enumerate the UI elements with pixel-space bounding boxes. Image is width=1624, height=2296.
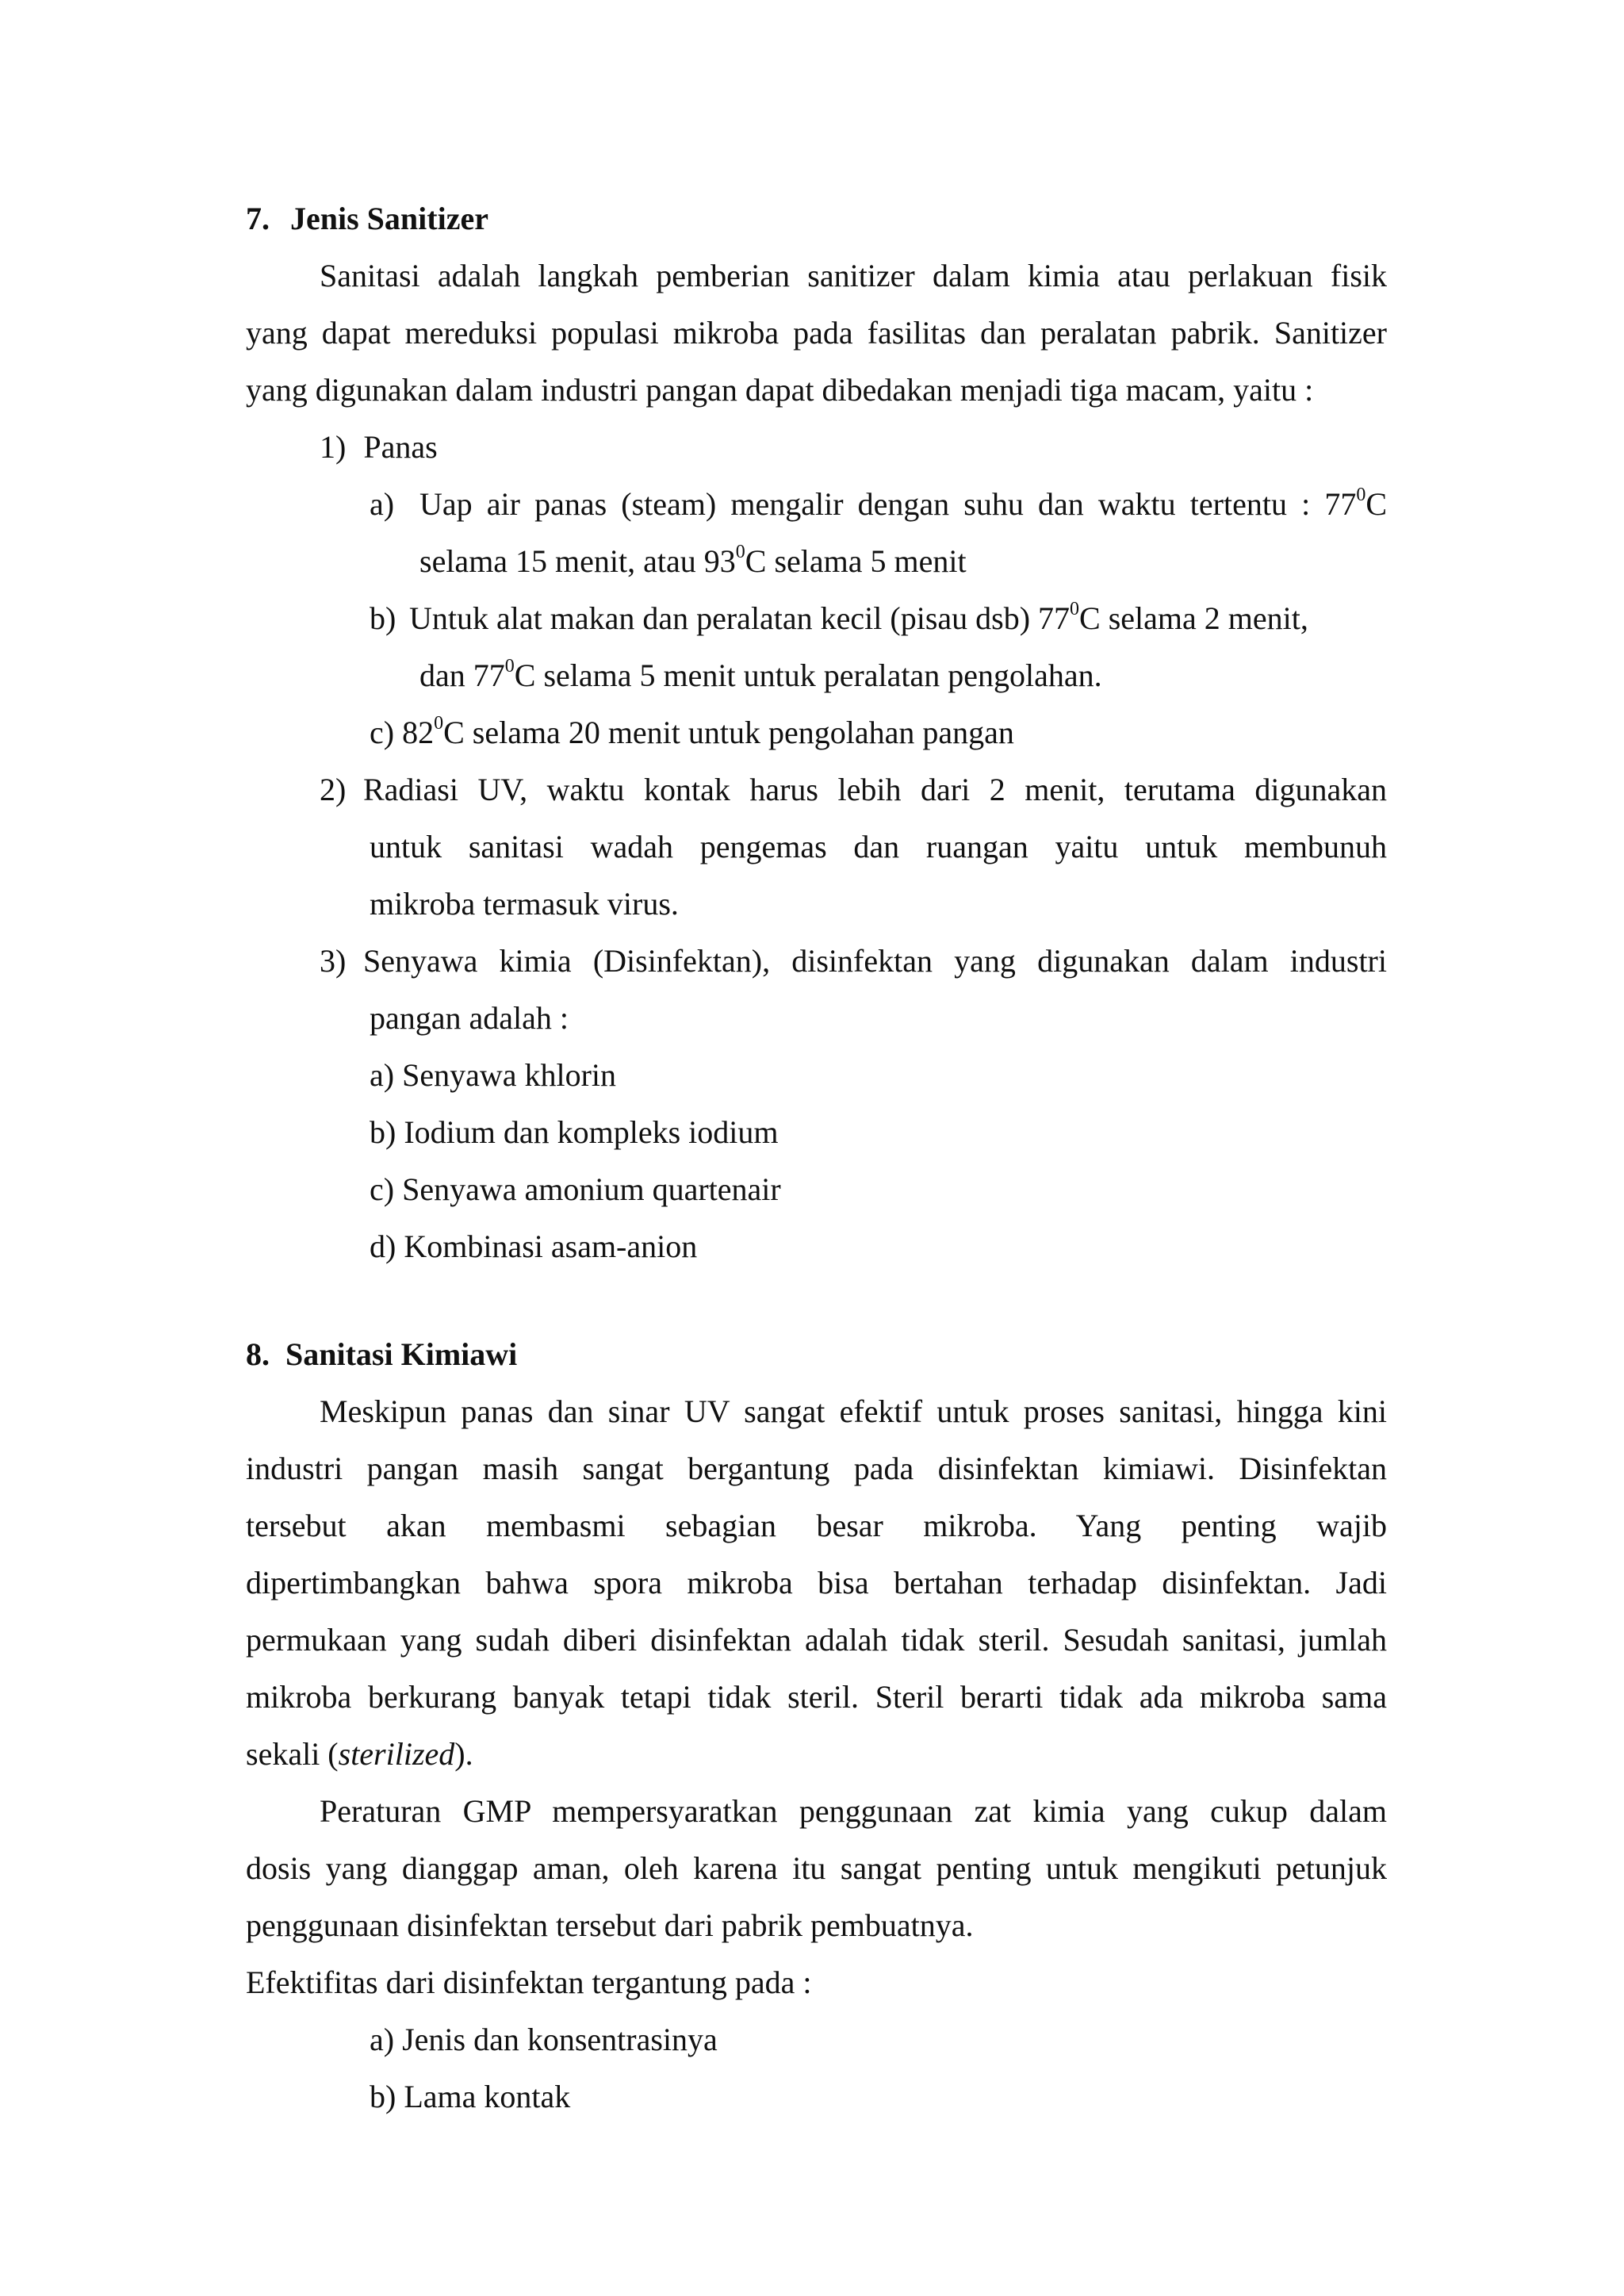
item-2-line-3: mikroba termasuk virus. <box>370 886 679 922</box>
item-1c-text: 82 <box>402 715 435 750</box>
section-8-para-1-line-7 <box>246 1734 473 1775</box>
section-8-para-2-line-2: dosis yang dianggap aman, oleh karena itu sangat penting untuk mengikuti petunjuk <box>246 1850 1387 1886</box>
degree-superscript: 0 <box>504 656 515 677</box>
sterilized-italic: sterilized <box>338 1736 455 1772</box>
section-8-para-1-line-2: industri pangan masih sangat bergantung pada disinfektan kimiawi. Disinfektan <box>246 1451 1387 1486</box>
item-2-line-2: untuk sanitasi wadah pengemas dan ruangan yaitu untuk membunuh <box>370 829 1387 864</box>
item-3-subitem-b: b) Iodium dan kompleks iodium <box>370 1114 779 1150</box>
section-8-para-1-line-5: permukaan yang sudah diberi disinfektan adalah tidak steril. Sesudah sanitasi, jumlah <box>246 1622 1387 1658</box>
item-1b-line-1 <box>409 598 1387 639</box>
section-8-para-2-line-1: Peraturan GMP mempersyaratkan penggunaan zat kimia yang cukup dalam <box>320 1793 1387 1829</box>
section-7-number: 7. <box>246 201 270 236</box>
item-1a-text: Uap air panas (steam) mengalir dengan suhu dan waktu tertentu : 77 <box>419 486 1357 522</box>
item-3-subitem-c: c) Senyawa amonium quartenair <box>370 1171 781 1207</box>
item-1-label: 1) <box>320 429 347 465</box>
section-8-title: Sanitasi Kimiawi <box>285 1336 518 1372</box>
section-8-para-1-line-4: dipertimbangkan bahwa spora mikroba bisa bertahan terhadap disinfektan. Jadi <box>246 1565 1387 1600</box>
degree-superscript: 0 <box>1070 599 1080 619</box>
item-1 <box>320 427 438 468</box>
item-1b-line-2 <box>419 655 1102 696</box>
section-8-para-3: Efektifitas dari disinfektan tergantung pada : <box>246 1964 812 2000</box>
section-7-intro-line-3: yang digunakan dalam industri pangan dapat dibedakan menjadi tiga macam, yaitu : <box>246 372 1314 408</box>
section-8-heading <box>246 1334 517 1375</box>
item-1c-text-2: C selama 20 menit untuk pengolahan pangan <box>443 715 1014 750</box>
item-3-line-2: pangan adalah : <box>370 1000 569 1036</box>
section-8-para-1-line-1: Meskipun panas dan sinar UV sangat efektif untuk proses sanitasi, hingga kini <box>320 1393 1387 1429</box>
item-1a-text-3: C selama 5 menit <box>745 543 967 579</box>
section-7-title: Jenis Sanitizer <box>290 201 488 236</box>
para-1-last-text-2: ). <box>454 1736 473 1772</box>
item-1a-text-2: selama 15 menit, atau 93 <box>419 543 736 579</box>
item-1c <box>370 712 1014 753</box>
efektifitas-item-a: a) Jenis dan konsentrasinya <box>370 2022 718 2057</box>
section-8-number: 8. <box>246 1336 270 1372</box>
section-7-intro-line-2: yang dapat mereduksi populasi mikroba pada fasilitas dan peralatan pabrik. Sanitizer <box>246 315 1387 351</box>
section-8-para-1-line-3: tersebut akan membasmi sebagian besar mikroba. Yang penting wajib <box>246 1508 1387 1543</box>
celsius-unit: C <box>1365 486 1387 522</box>
item-1a-line-1 <box>419 484 1387 525</box>
item-3-subitem-a: a) Senyawa khlorin <box>370 1057 617 1093</box>
item-1b-text-2: C selama 2 menit, <box>1079 600 1308 636</box>
item-3-line-1: Senyawa kimia (Disinfektan), disinfektan yang digunakan dalam industri <box>363 943 1387 979</box>
item-1a-line-2 <box>419 541 967 582</box>
item-2-line-1: Radiasi UV, waktu kontak harus lebih dari 2 menit, terutama digunakan <box>363 772 1387 807</box>
efektifitas-item-b: b) Lama kontak <box>370 2079 571 2114</box>
item-1b-text-3: dan 77 <box>419 657 505 693</box>
item-1a-label: a) <box>370 486 395 522</box>
section-7-heading <box>246 198 488 240</box>
degree-superscript: 0 <box>735 542 745 562</box>
item-1b-label: b) <box>370 600 396 636</box>
item-2-label: 2) <box>320 772 347 807</box>
section-7-intro-line-1: Sanitasi adalah langkah pemberian sanitizer dalam kimia atau perlakuan fisik <box>320 258 1387 293</box>
section-8-para-2-line-3: penggunaan disinfektan tersebut dari pabrik pembuatnya. <box>246 1907 974 1943</box>
para-1-last-text: sekali ( <box>246 1736 339 1772</box>
degree-superscript: 0 <box>1356 485 1366 505</box>
section-8-para-1-line-6: mikroba berkurang banyak tetapi tidak steril. Steril berarti tidak ada mikroba sama <box>246 1679 1387 1715</box>
item-1-text: Panas <box>363 429 438 465</box>
degree-superscript: 0 <box>434 713 444 734</box>
item-3-label: 3) <box>320 943 347 979</box>
item-1b-text-4: C selama 5 menit untuk peralatan pengolahan. <box>514 657 1102 693</box>
item-1b-text: Untuk alat makan dan peralatan kecil (pisau dsb) 77 <box>409 600 1071 636</box>
item-1c-label: c) <box>370 715 395 750</box>
item-3-subitem-d: d) Kombinasi asam-anion <box>370 1228 698 1264</box>
